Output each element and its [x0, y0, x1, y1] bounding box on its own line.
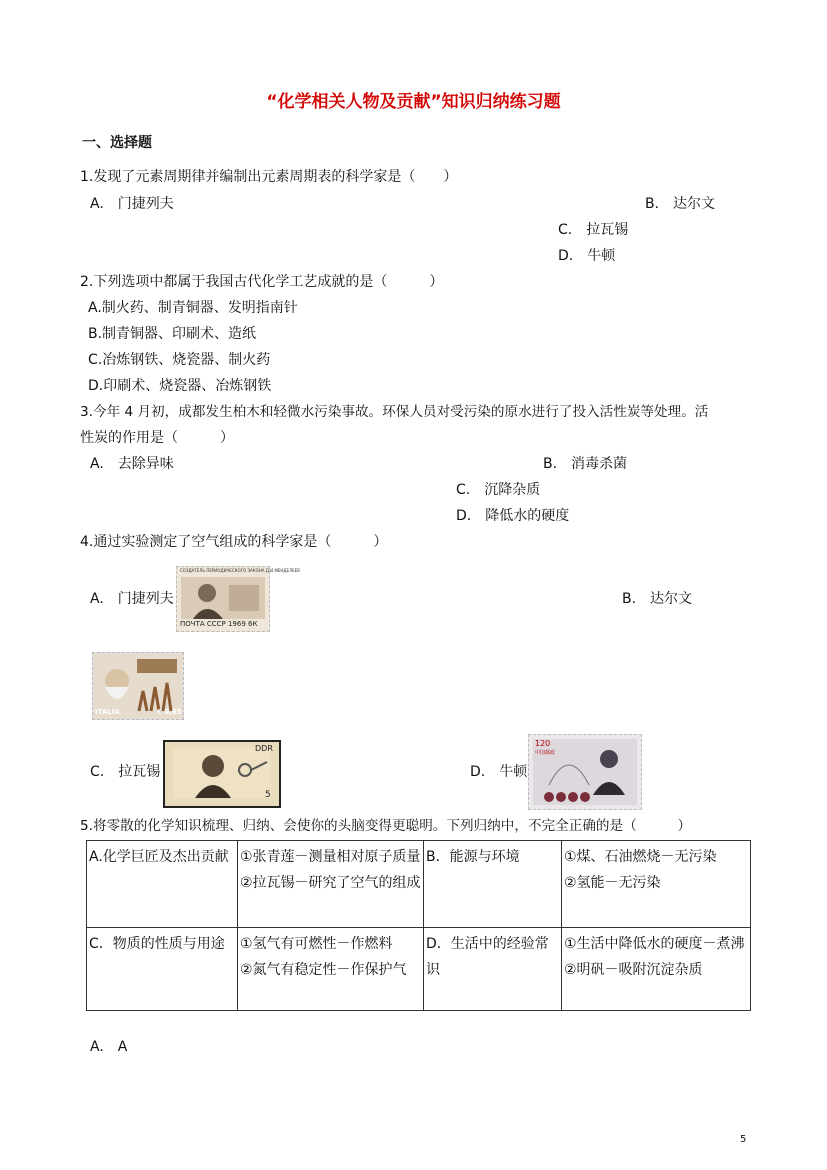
darwin-stamp-value: € 0,65 — [157, 708, 182, 716]
newton-stamp-value: 120 — [535, 739, 551, 748]
q1-stem: 1.发现了元素周期律并编制出元素周期表的科学家是（ ） — [80, 169, 458, 185]
table-cell — [238, 928, 424, 1011]
q3-stem-line1: 3.今年 4 月初，成都发生柏木和轻微水污染事故。环保人员对受污染的原水进行了投入活性炭等处理。活 — [80, 404, 709, 420]
q4-option-a[interactable]: A. 门捷列夫 — [90, 591, 174, 607]
cell-line: ①氢气有可燃性－作燃料 — [240, 936, 393, 952]
q1-option-d[interactable]: D. 牛顿 — [558, 248, 616, 264]
cell-text: D．生活中的经验常识 — [426, 936, 549, 978]
table-cell — [238, 841, 424, 928]
cell-line: ②氮气有稳定性－作保护气 — [240, 962, 407, 978]
q4-stem: 4.通过实验测定了空气组成的科学家是（ ） — [80, 534, 388, 550]
q2-option-d[interactable]: D.印刷术、烧瓷器、冶炼钢铁 — [88, 378, 272, 394]
q2-option-b[interactable]: B.制青铜器、印刷术、造纸 — [88, 326, 257, 342]
page-title: “化学相关人物及贡献”知识归纳练习题 — [266, 92, 561, 112]
lavoisier-stamp — [163, 740, 281, 808]
mendeleev-stamp-footer: ПОЧТА СССР 1969 6К — [180, 620, 258, 628]
q2-stem: 2.下列选项中都属于我国古代化学工艺成就的是（ ） — [80, 274, 444, 290]
cell-line: ①煤、石油燃烧－无污染 — [564, 849, 717, 865]
q3-option-d[interactable]: D. 降低水的硬度 — [456, 508, 570, 524]
section-heading: 一、选择题 — [82, 135, 152, 151]
newton-stamp — [528, 734, 642, 810]
table-cell — [87, 841, 238, 928]
q5-table — [86, 840, 751, 1011]
q5-stem: 5.将零散的化学知识梳理、归纳、会使你的头脑变得更聪明。下列归纳中，不完全正确的是（ ） — [80, 818, 692, 834]
newton-stamp-country: 中国邮政 — [535, 750, 556, 756]
cell-text: A.化学巨匠及杰出贡献 — [89, 849, 229, 865]
cell-line: ②明矾－吸附沉淀杂质 — [564, 962, 703, 978]
table-row — [87, 928, 751, 1011]
cell-text: C．物质的性质与用途 — [89, 936, 225, 952]
q4-option-d[interactable]: D. 牛顿 — [470, 764, 528, 780]
cell-line: ②拉瓦锡－研究了空气的组成 — [240, 875, 421, 891]
mendeleev-stamp — [176, 566, 300, 632]
lavoisier-stamp-value: 5 — [265, 790, 271, 800]
q3-stem-line2: 性炭的作用是（ ） — [80, 430, 234, 446]
cell-line: ②氢能－无污染 — [564, 875, 661, 891]
mendeleev-stamp-caption: СОЗДАТЕЛЬ ПЕРИОДИЧЕСКОГО ЗАКОНА Д.И.МЕНДЕЛЕЕВ — [180, 568, 300, 573]
q3-option-a[interactable]: A. 去除异味 — [90, 456, 174, 472]
q5-option-a[interactable]: A. A — [90, 1039, 128, 1055]
darwin-stamp-country: ITALIA — [95, 708, 120, 716]
cell-line: ①张青莲－测量相对原子质量 — [240, 849, 421, 865]
q4-option-b[interactable]: B. 达尔文 — [622, 591, 693, 607]
q3-option-b[interactable]: B. 消毒杀菌 — [543, 456, 628, 472]
table-row — [87, 841, 751, 928]
q2-option-a[interactable]: A.制火药、制青铜器、发明指南针 — [88, 300, 298, 316]
table-cell — [424, 928, 562, 1011]
q1-option-c[interactable]: C. 拉瓦锡 — [558, 222, 629, 238]
cell-line: ①生活中降低水的硬度－煮沸 — [564, 936, 745, 952]
table-cell — [562, 841, 751, 928]
page-number: 5 — [740, 1134, 747, 1145]
lavoisier-stamp-country: DDR — [255, 744, 273, 753]
cell-text: B．能源与环境 — [426, 849, 520, 865]
table-cell — [562, 928, 751, 1011]
q1-option-b[interactable]: B. 达尔文 — [645, 196, 716, 212]
table-cell — [87, 928, 238, 1011]
q4-option-c[interactable]: C. 拉瓦锡 — [90, 764, 161, 780]
q2-option-c[interactable]: C.冶炼钢铁、烧瓷器、制火药 — [88, 352, 271, 368]
darwin-stamp — [92, 652, 184, 720]
q3-option-c[interactable]: C. 沉降杂质 — [456, 482, 541, 498]
table-cell — [424, 841, 562, 928]
q1-option-a[interactable]: A. 门捷列夫 — [90, 196, 174, 212]
